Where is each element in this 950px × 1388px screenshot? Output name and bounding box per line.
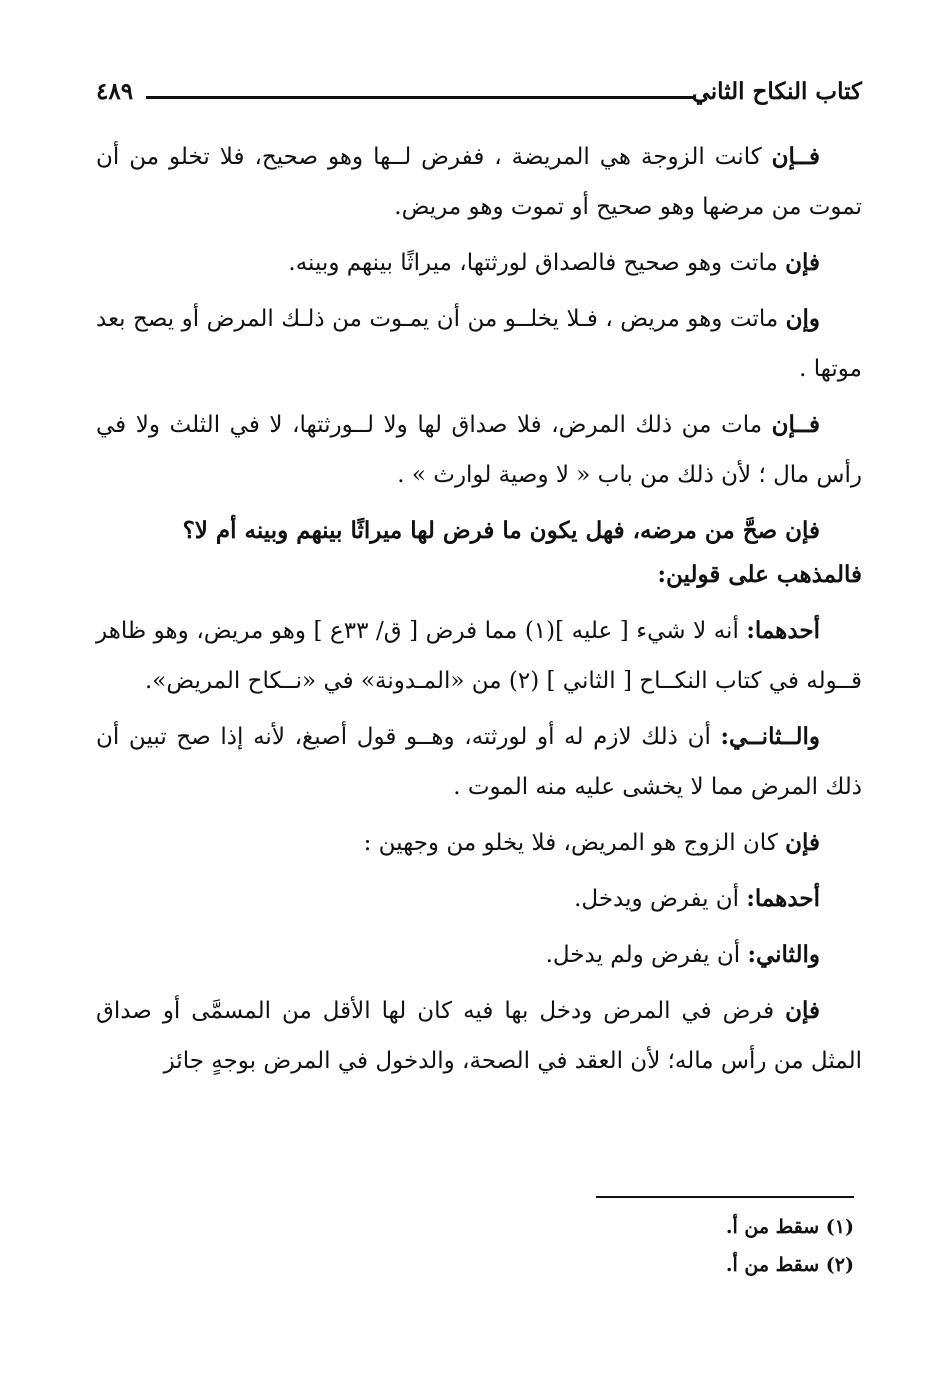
paragraph-lead: فإن bbox=[785, 997, 820, 1024]
paragraph-lead: فإن bbox=[785, 829, 820, 856]
chapter-title: كتاب النكاح الثاني bbox=[691, 78, 862, 105]
paragraph-lead: والثاني: bbox=[747, 941, 820, 968]
paragraph-lead: أحدهما: bbox=[746, 617, 820, 644]
paragraph-text: كان الزوج هو المريض، فلا يخلو من وجهين : bbox=[363, 830, 786, 856]
paragraph bbox=[96, 874, 862, 924]
paragraph-text: ماتت وهو صحيح فالصداق لورثتها، ميراثًا بينهم وبينه. bbox=[288, 250, 786, 276]
paragraph bbox=[96, 400, 862, 500]
paragraph bbox=[96, 818, 862, 868]
paragraph-lead: والــثانــي: bbox=[720, 723, 820, 750]
footnotes bbox=[454, 1208, 854, 1284]
header-rule bbox=[146, 96, 696, 99]
page-body bbox=[96, 132, 862, 1092]
paragraph-text: فرض في المرض ودخل بها فيه كان لها الأقل من المسمَّى أو صداق المثل من رأس ماله؛ لأن العقد في الصحة، والدخول في المرض بوجهٍ جائز bbox=[96, 998, 862, 1074]
paragraph-lead: فــإن bbox=[771, 143, 820, 170]
paragraph-text: أن يفرض ويدخل. bbox=[574, 886, 747, 912]
paragraph bbox=[96, 712, 862, 812]
paragraph bbox=[96, 986, 862, 1086]
paragraph bbox=[96, 132, 862, 232]
running-header bbox=[96, 76, 862, 116]
paragraph-text: كانت الزوجة هي المريضة ، ففرض لــها وهو صحيح، فلا تخلو من أن تموت من مرضها وهو صحيح أو تموت وهو مريض. bbox=[96, 144, 862, 220]
paragraph-lead: أحدهما: bbox=[746, 885, 820, 912]
footnote: (٢) سقط من أ. bbox=[725, 1254, 854, 1276]
footnote-rule bbox=[596, 1196, 854, 1198]
paragraph-text: أن يفرض ولم يدخل. bbox=[545, 942, 748, 968]
paragraph-text: أن ذلك لازم له أو لورثته، وهــو قول أصبغ، لأنه إذا صح تبين أن ذلك المرض مما لا يخشى عليه منه الموت . bbox=[96, 724, 862, 800]
paragraph bbox=[96, 506, 862, 556]
paragraph bbox=[96, 294, 862, 394]
paragraph-lead: وإن bbox=[785, 305, 820, 332]
paragraph bbox=[96, 930, 862, 980]
paragraph-lead: فإن صحَّ من مرضه، فهل يكون ما فرض لها ميراثًا بينهم وبينه أم لا؟ bbox=[182, 517, 820, 544]
paragraph-lead: فإن bbox=[785, 249, 820, 276]
paragraph-text: مات من ذلك المرض، فلا صداق لها ولا لــورثتها، لا في الثلث ولا في رأس مال ؛ لأن ذلك من باب « لا وصية لوارث » . bbox=[96, 412, 862, 488]
footnote: (١) سقط من أ. bbox=[725, 1216, 854, 1238]
paragraph-lead: فــإن bbox=[771, 411, 820, 438]
page-number: ٤٨٩ bbox=[96, 78, 134, 105]
paragraph-text: أنه لا شيء [ عليه ](١) مما فرض [ ق/ ٣٣ع ] وهو مريض، وهو ظاهر قــوله في كتاب النكــاح [ الثاني ] (٢) من «المـدونة» في «نــكاح المريض». bbox=[96, 618, 862, 694]
paragraph bbox=[96, 606, 862, 706]
paragraph-text: ماتت وهو مريض ، فـلا يخلــو من أن يمـوت من ذلـك المرض أو يصح بعد موتها . bbox=[96, 306, 862, 382]
section-heading: فالمذهب على قولين: bbox=[657, 561, 862, 588]
paragraph bbox=[96, 238, 862, 288]
